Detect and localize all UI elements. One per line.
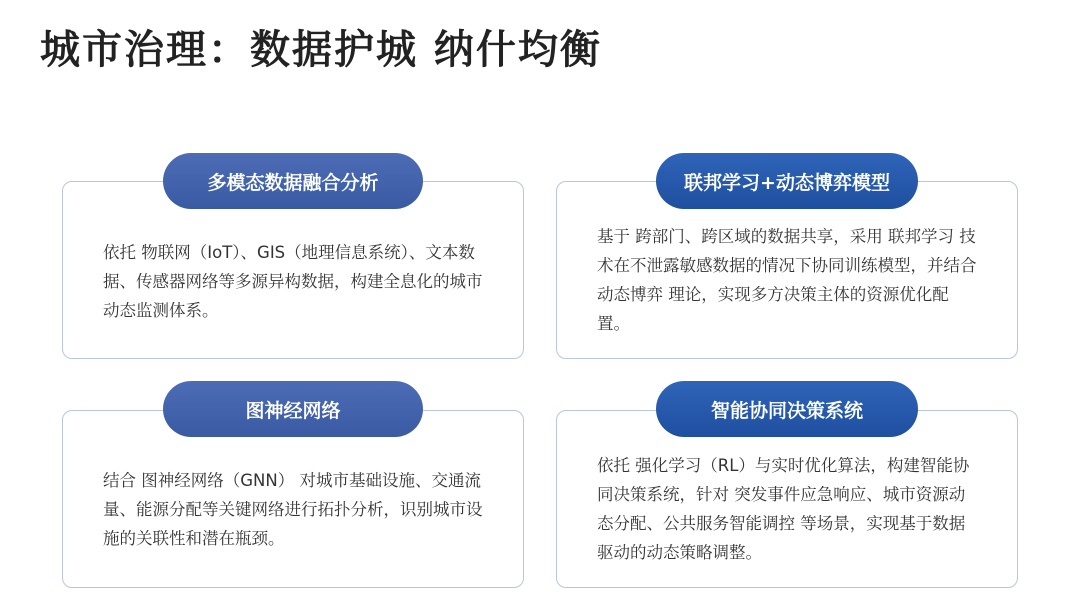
card-heading-graph-neural-network: 图神经网络 [163,381,423,437]
card-heading-multimodal-fusion: 多模态数据融合分析 [163,153,423,209]
card-body-multimodal-fusion: 依托 物联网（IoT）、GIS（地理信息系统）、文本数据、传感器网络等多源异构数据，构建全息化的城市动态监测体系。 [103,243,483,320]
card-body-graph-neural-network: 结合 图神经网络（GNN） 对城市基础设施、交通流量、能源分配等关键网络进行拓扑分析，识别城市设施的关联性和潜在瓶颈。 [103,471,483,548]
card-body-federated-learning: 基于 跨部门、跨区域的数据共享，采用 联邦学习 技术在不泄露敏感数据的情况下协同训练模型，并结合 动态博弈 理论，实现多方决策主体的资源优化配置。 [597,227,977,333]
page-title: 城市治理：数据护城 纳什均衡 [40,27,602,73]
card-body-collaborative-decision: 依托 强化学习（RL）与实时优化算法，构建智能协同决策系统，针对 突发事件应急响应、城市资源动态分配、公共服务智能调控 等场景，实现基于数据驱动的动态策略调整。 [597,456,970,562]
card-heading-collaborative-decision: 智能协同决策系统 [656,381,918,437]
card-heading-federated-learning: 联邦学习+动态博弈模型 [656,153,918,209]
